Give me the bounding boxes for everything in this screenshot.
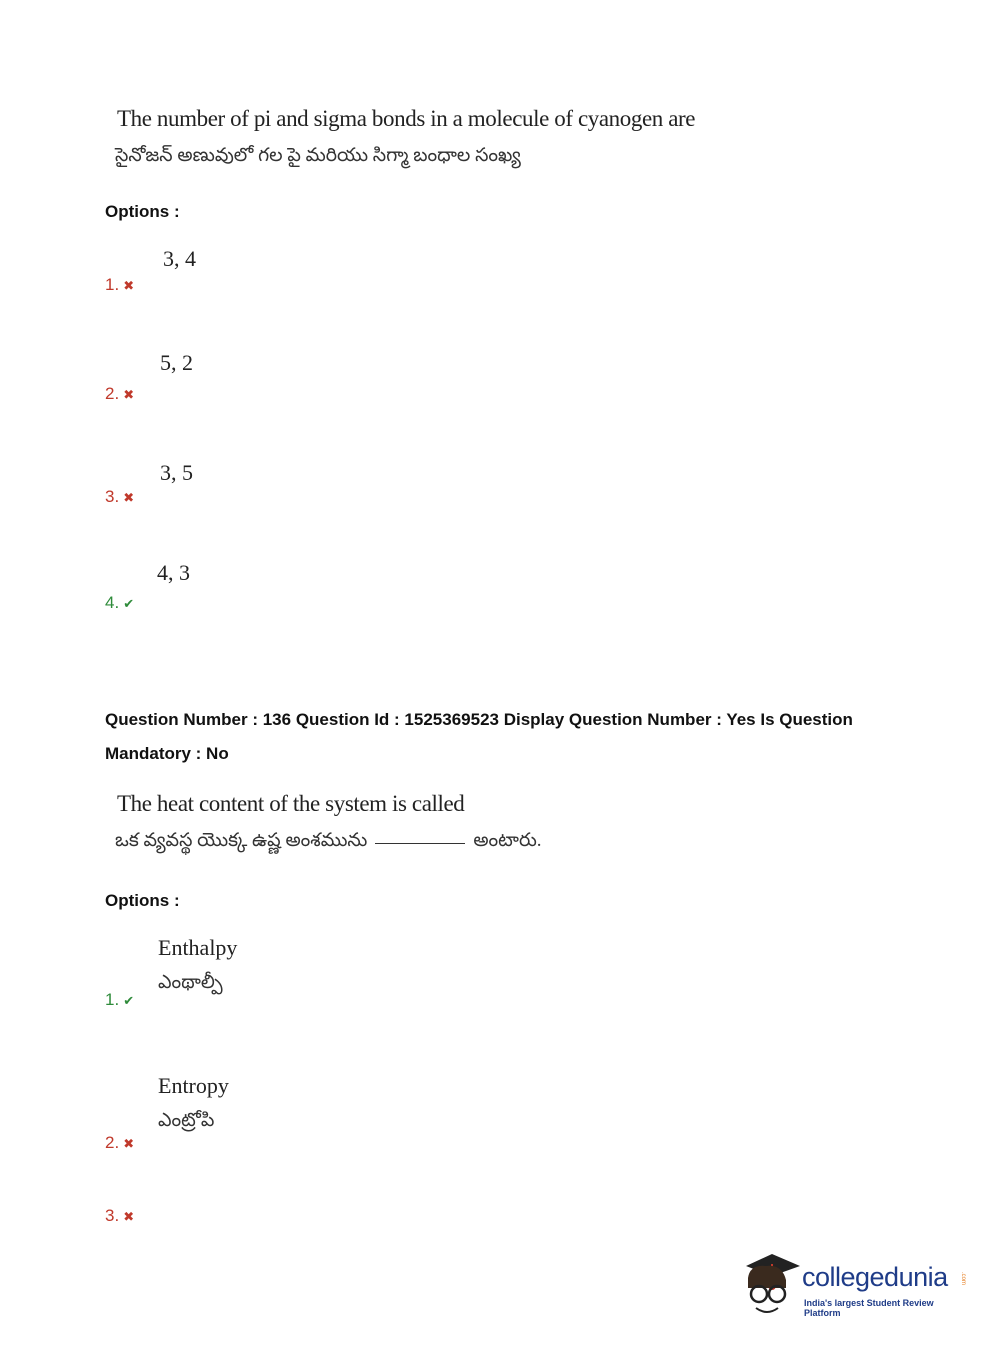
collegedunia-logo xyxy=(742,1250,972,1320)
check-icon: ✔ xyxy=(123,993,135,1008)
option-2-value: 5, 2 xyxy=(160,350,193,375)
option-number-label: 1. xyxy=(105,275,120,294)
question-meta-line-2: Mandatory : No xyxy=(105,744,229,763)
check-icon: ✔ xyxy=(123,596,135,611)
question-english: The heat content of the system is called xyxy=(117,791,465,816)
cross-icon: ✖ xyxy=(123,387,135,402)
option-4-number xyxy=(105,593,134,613)
option-1-number xyxy=(105,990,134,1010)
option-3-number xyxy=(105,1206,134,1226)
fill-in-blank xyxy=(375,843,465,844)
logo-tagline: India's largest Student Review Platform xyxy=(804,1298,934,1318)
option-number-label: 2. xyxy=(105,1133,120,1152)
option-number-label: 3. xyxy=(105,1206,120,1225)
question-telugu xyxy=(115,830,542,856)
options-heading: Options : xyxy=(105,202,180,221)
options-heading: Options : xyxy=(105,891,180,910)
cross-icon: ✖ xyxy=(123,1209,135,1224)
option-1-english: Enthalpy xyxy=(158,935,238,960)
option-3-value: 3, 5 xyxy=(160,460,193,485)
option-2-number xyxy=(105,384,134,404)
option-2-telugu: ఎంట్రోపి xyxy=(158,1110,215,1131)
mascot-icon xyxy=(742,1250,802,1320)
option-2-english: Entropy xyxy=(158,1073,229,1098)
option-2-number xyxy=(105,1133,134,1153)
logo-suffix: .com xyxy=(960,1272,966,1286)
question-telugu: సైనోజన్ అణువులో గల పై మరియు సిగ్మా బంధాల సంఖ్య xyxy=(115,145,521,166)
option-number-label: 1. xyxy=(105,990,120,1009)
question-telugu-part-1: ఒక వ్యవస్థ యొక్క ఉష్ణ అంశమును xyxy=(115,830,368,851)
option-number-label: 3. xyxy=(105,487,120,506)
option-number-label: 4. xyxy=(105,593,120,612)
option-number-label: 2. xyxy=(105,384,120,403)
option-1-value: 3, 4 xyxy=(163,246,196,271)
option-4-value: 4, 3 xyxy=(157,560,190,585)
question-meta-line-1: Question Number : 136 Question Id : 1525369523 Display Question Number : Yes Is Question xyxy=(105,710,853,729)
cross-icon: ✖ xyxy=(123,1136,135,1151)
logo-name: collegedunia xyxy=(802,1262,948,1292)
cross-icon: ✖ xyxy=(123,490,135,505)
option-1-number xyxy=(105,275,134,295)
question-telugu-part-2: అంటారు. xyxy=(473,830,542,851)
cross-icon: ✖ xyxy=(123,278,135,293)
question-english: The number of pi and sigma bonds in a molecule of cyanogen are xyxy=(117,106,696,131)
option-3-number xyxy=(105,487,134,507)
option-1-telugu: ఎంథాల్పీ xyxy=(158,972,223,993)
